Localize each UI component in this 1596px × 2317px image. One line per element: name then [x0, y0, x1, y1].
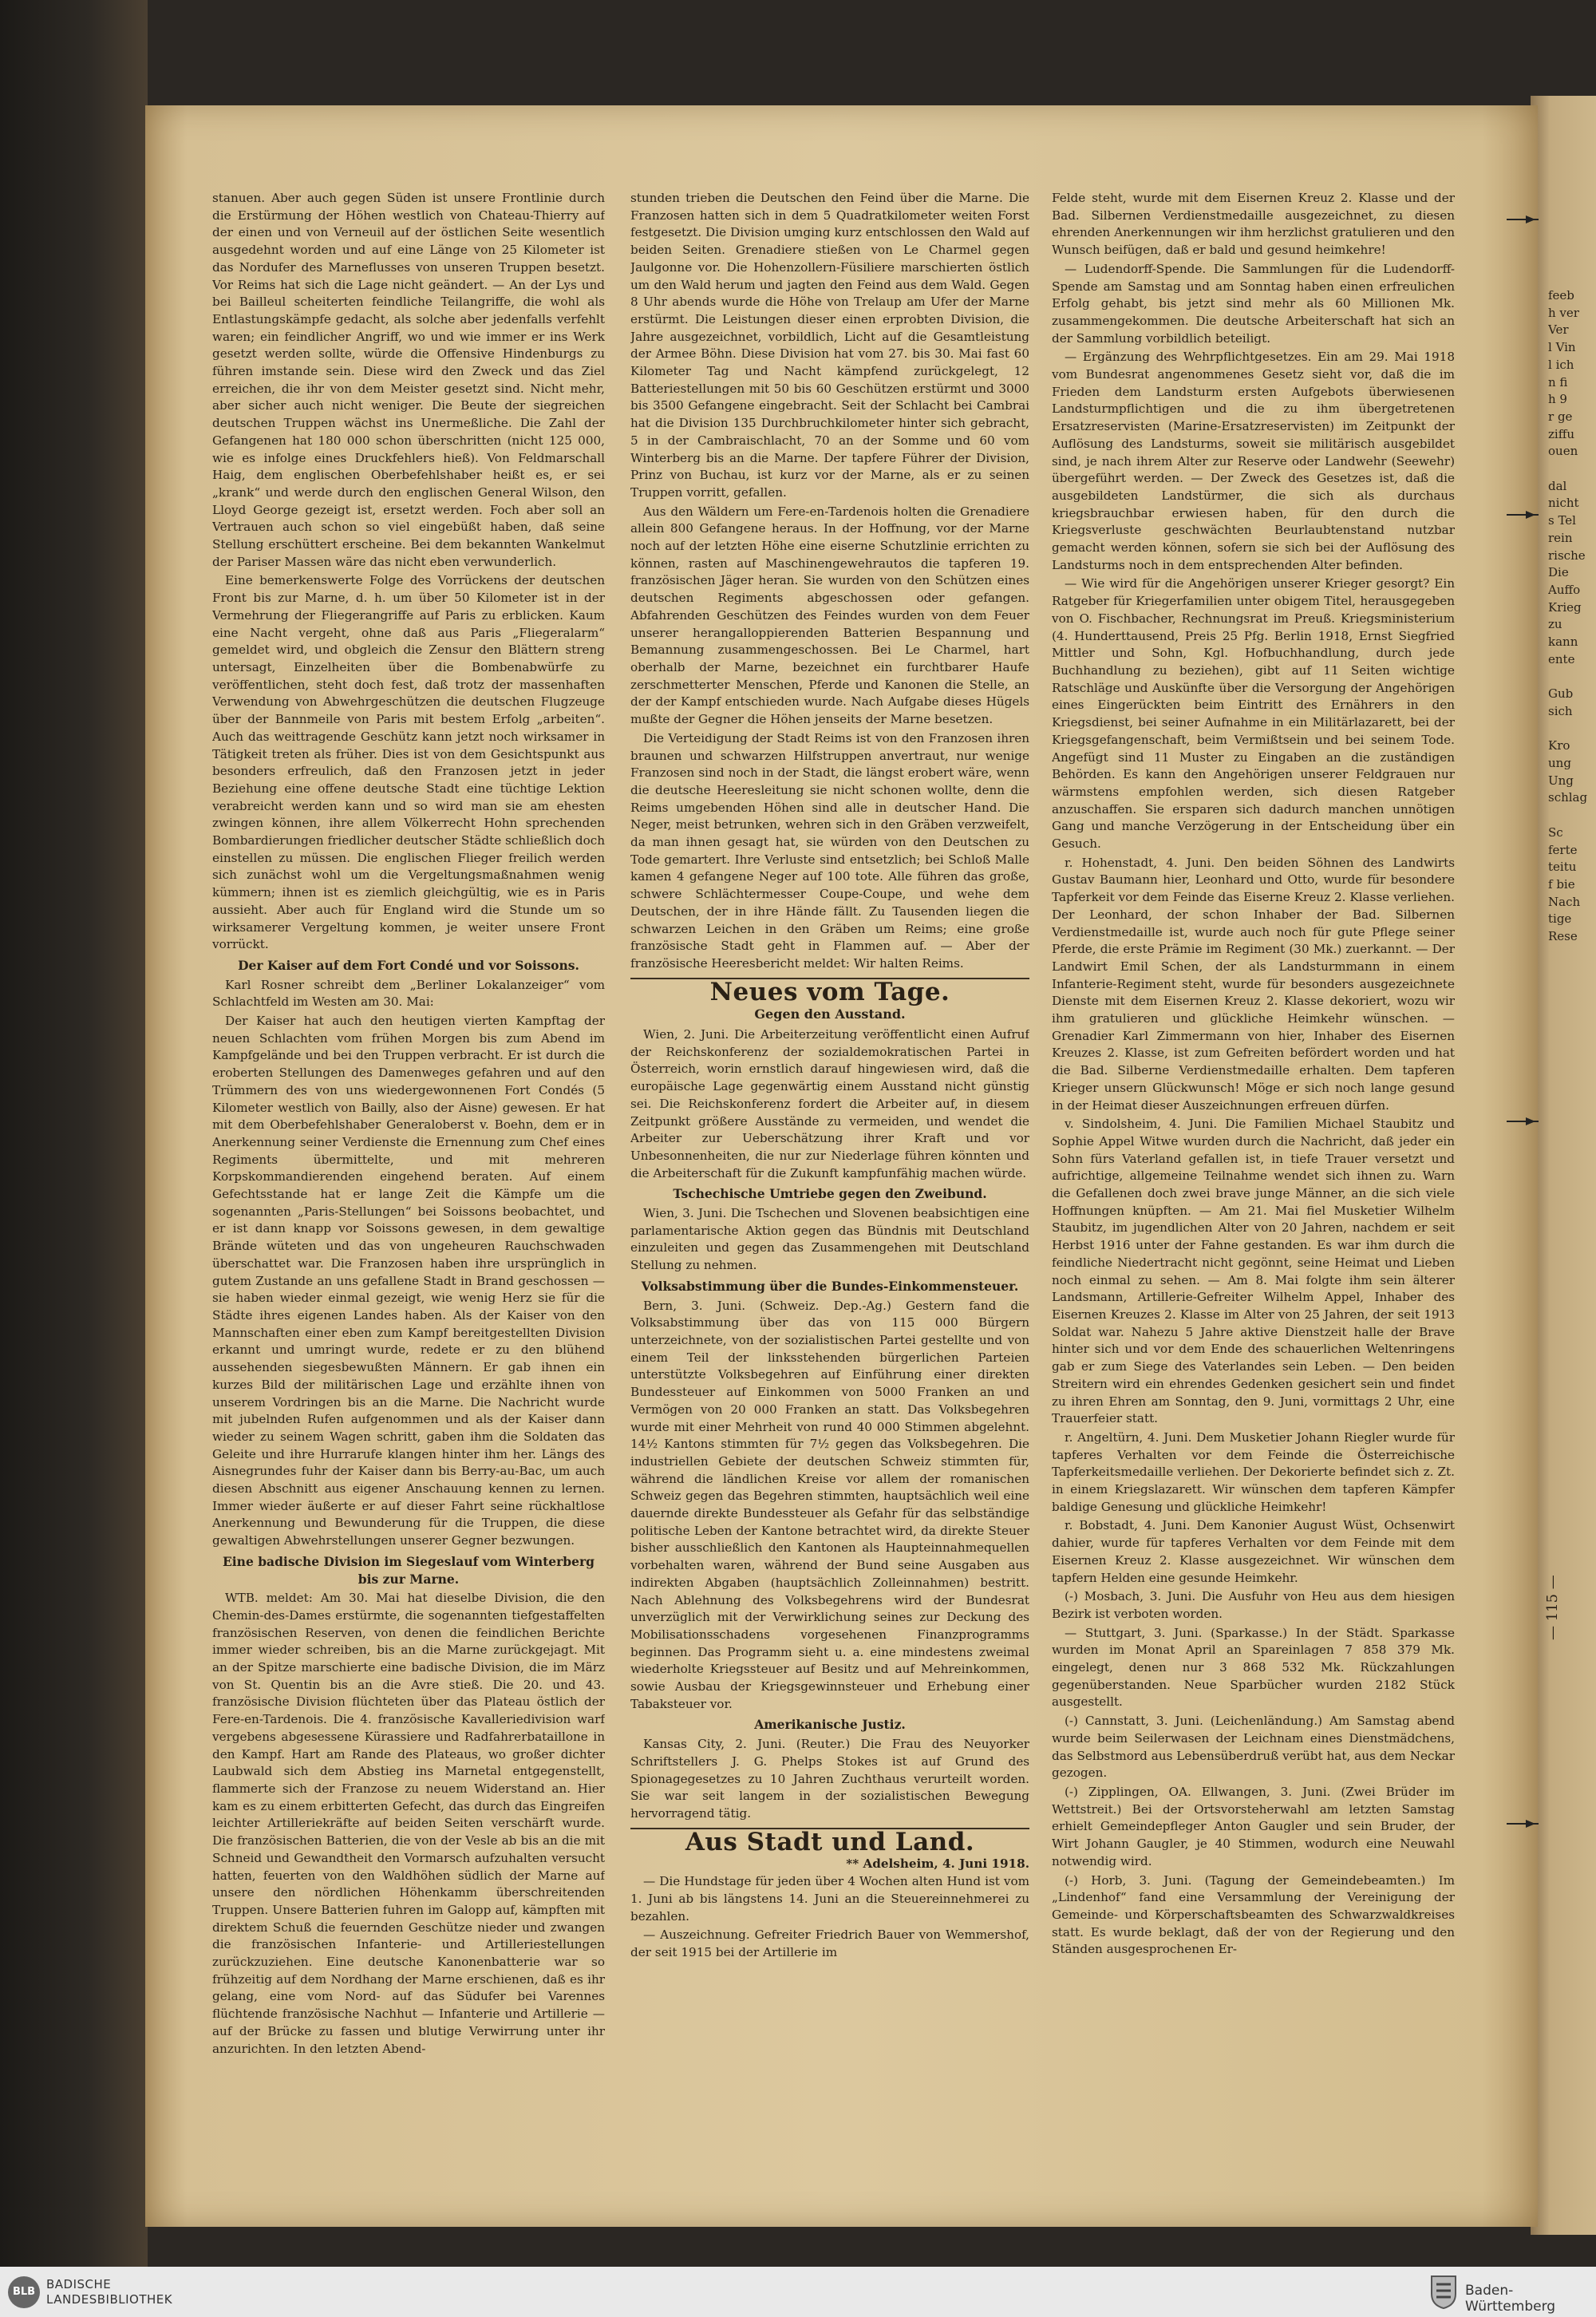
- column-left: [212, 190, 605, 2169]
- scan-marker-arrow-icon: [1507, 1117, 1539, 1125]
- subsection-heading: Amerikanische Justiz.: [754, 1717, 906, 1733]
- article-text: Wien, 3. Juni. Die Tschechen und Slovenen beabsichtigen eine parlamentarische Aktion gegen das Bündnis mit Deutschland einzuleiten und gegen das Zusammengehen mit Deutschland Stellung zu nehmen.: [630, 1206, 1029, 1273]
- article-text: (-) Horb, 3. Juni. (Tagung der Gemeindebeamten.) Im „Lindenhof“ fand eine Versammlung der Vereinigung der Gemeinde- und Körperschaftsbeamten des Schwarzwaldkreises statt. Es wurde beklagt, daß der von der Regierung und den Ständen ausgesprochenen Er-: [1052, 1872, 1455, 1957]
- footer-bar: [0, 2267, 1596, 2317]
- subsection-heading: Gegen den Ausstand.: [754, 1006, 906, 1022]
- book-gutter: [0, 0, 148, 2317]
- edge-text-line: Ung: [1548, 773, 1574, 788]
- article-text: r. Bobstadt, 4. Juni. Dem Kanonier August Wüst, Ochsenwirt dahier, wurde für tapferes Verhalten vor dem Feinde mit dem Eisernen Kreuz 2. Klasse ausgezeichnet. Wir wünschen dem tapfern Helden eine gesunde Heimkehr.: [1052, 1518, 1455, 1585]
- article-text: r. Hohenstadt, 4. Juni. Den beiden Söhnen des Landwirts Gustav Baumann hier, Leonhard und Otto, wurde für besondere Tapferkeit vor dem Feinde das Eiserne Kreuz 2. Klasse verliehen. Der Leonhard, der schon Inhaber der Bad. Silbernen Verdienstmedaille ist, wurde auch noch für gute Pflege seiner Pferde, die erste Prämie im Regiment (30 Mk.) zuerkannt. — Der Landwirt Emil Schen, der als Landsturmmann in einem Infanterie-Regiment steht, wurde für besonders ausgezeichnete Dienste mit dem Eisernen Kreuz 2. Klasse dekoriert, wozu wir ihm gratulieren und glückliche Heimkehr wünschen. — Grenadier Karl Zimmermann von hier, Inhaber des Eisernen Kreuzes 2. Klasse, ist zum Gefreiten befördert worden und hat die Bad. Silberne Verdienstmedaille erhalten. Dem tapferen Krieger unsern Glückwunsch! Möge er sich noch lange gesund in der Heimat dieser Auszeichnungen erfreuen dürfen.: [1052, 855, 1455, 1113]
- article-text: Die Verteidigung der Stadt Reims ist von den Franzosen ihren braunen und schwarzen Hilfstruppen anvertraut, nur wenige Franzosen sind noch in der Stadt, die längst erobert wäre, wenn die deutsche Heeresleitung sie nicht schonen wollte, denn die Reims umgebenden Höhen sind alle in deutscher Hand. Die Neger, meist betrunken, wehren sich in den Gräben verzweifelt, da man ihnen gesagt hat, sie würden von den Deutschen zu Tode gemartert. Ihre Verluste sind entsetzlich; bei Schloß Malle kamen 4 gefangene Neger auf 100 tote. Alle führen das große, schwere Schlächtermesser Coupe-Coupe, und wehe dem Deutschen, der in ihre Hände fällt. Zu Tausenden liegen die schwarzen Leichen in den Gräben um Reims; eine große französische Stadt geht in Flammen auf. — Aber der französische Heeresbericht meldet: Wir halten Reims.: [630, 730, 1029, 971]
- scan-marker-arrow-icon: [1507, 215, 1539, 223]
- edge-text-line: Die: [1548, 565, 1569, 580]
- edge-text-line: rische: [1548, 548, 1586, 563]
- edge-text-line: ouen: [1548, 444, 1578, 459]
- edge-text-line: Kro: [1548, 738, 1570, 753]
- article-text: r. Angeltürn, 4. Juni. Dem Musketier Johann Riegler wurde für tapferes Verhalten vor dem Feinde die Österreichische Tapferkeitsmedaille verliehen. Der Dekorierte befindet sich z. Zt. in einem Kriegslazarett. Wir wünschen dem tapferen Kämpfer baldige Genesung und glückliche Heimkehr!: [1052, 1429, 1455, 1514]
- coat-of-arms-icon: [1428, 2273, 1459, 2310]
- edge-text-line: zu: [1548, 617, 1562, 632]
- section-title-news: Neues vom Tage.: [709, 977, 950, 1006]
- column-middle: [630, 190, 1029, 2169]
- edge-text-line: Ver: [1548, 322, 1569, 338]
- library-name: BADISCHE LANDESBIBLIOTHEK: [46, 2277, 173, 2307]
- edge-text-line: Rese: [1548, 929, 1578, 944]
- edge-text-line: s Tel: [1548, 513, 1576, 528]
- edge-text-line: Auffo: [1548, 582, 1581, 597]
- article-text: (-) Mosbach, 3. Juni. Die Ausfuhr von Heu aus dem hiesigen Bezirk ist verboten worden.: [1052, 1589, 1455, 1621]
- edge-text-line: Gub: [1548, 686, 1574, 702]
- scan-marker-arrow-icon: [1507, 511, 1539, 519]
- article-text: — Wie wird für die Angehörigen unserer Krieger gesorgt? Ein Ratgeber für Kriegerfamilien unter obigem Titel, herausgegeben von O. Fischbacher, Rechnungsrat im Preuß. Kriegsministerium (4. Hunderttausend, Preis 25 Pfg. Berlin 1918, Ernst Siegfried Mittler und Sohn, Kgl. Hofbuchhandlung, durch jede Buchhandlung zu beziehen), gibt auf 11 Seiten wichtige Ratschläge und Auskünfte über die Versorgung der Angehörigen eines Eingerückten beim Eintritt des Ernährers in den Kriegsdienst, bei seiner Aufnahme in ein Militärlazarett, bei der Kriegsgefangenschaft, beim Vermißtsein und bei seinem Tode. Angefügt sind 11 Muster zu Eingaben an die zuständigen Behörden. Es kann den Angehörigen unserer Feldgrauen nur wärmstens empfohlen werden, sich diesen Ratgeber anzuschaffen. Sie ersparen sich dadurch manchen unnötigen Gang und manche Verzögerung in der Entscheidung über ein Gesuch.: [1052, 576, 1455, 852]
- article-text: Felde steht, wurde mit dem Eisernen Kreuz 2. Klasse und der Bad. Silbernen Verdienstmedaille ausgezeichnet, zu diesen ehrenden Anerkennungen wir ihm herzlichst gratulieren und den Wunsch beifügen, daß er bald und gesund heimkehre!: [1052, 191, 1455, 258]
- article-text: Eine bemerkenswerte Folge des Vorrückens der deutschen Front bis zur Marne, d. h. um über 50 Kilometer ist in der Vermehrung der Fliegerangriffe auf Paris zu erblicken. Kaum eine Nacht vergeht, ohne daß aus Paris „Fliegeralarm“ gemeldet wird, und obgleich die Zensur den Blättern streng untersagt, Einzelheiten über die Bombenabwürfe zu veröffentlichen, steht doch fest, daß trotz der massenhaften Verwendung von Abwehrgeschützen die deutschen Flugzeuge über der Bannmeile von Paris mit bestem Erfolg „arbeiten“. Auch das weittragende Geschütz kann jetzt noch wirksamer in Tätigkeit treten als früher. Dies ist von dem Gesichtspunkt aus besonders erfreulich, daß den Franzosen jetzt in jeder Beziehung eine offene deutsche Stadt eine tüchtige Lektion verabreicht werden kann und so wird man sie am ehesten zwingen können, ihre allem Völkerrecht Hohn sprechenden Bombardierungen friedlicher deutscher Städte schließlich doch einstellen zu müssen. Die englischen Flieger freilich werden sich zunächst wohl um die Vergeltungsmaßnahmen wenig kümmern; ihnen ist es ziemlich gleichgültig, wie es in Paris aussieht. Aber auch für England wird die Stunde um so wirksamerer Vergeltung kommen, je weiter unsere Front vorrückt.: [212, 573, 605, 952]
- edge-text-line: h 9: [1548, 392, 1567, 407]
- article-text: (-) Zipplingen, OA. Ellwangen, 3. Juni. (Zwei Brüder im Wettstreit.) Bei der Ortsvorsteherwahl am letzten Samstag erhielt Gemeindepfleger Anton Gaugler und sein Bruder, der Wirt Johann Gaugler, je 40 Stimmen, wodurch eine Neuwahl notwendig wird.: [1052, 1784, 1455, 1868]
- edge-text-line: [1548, 721, 1596, 738]
- next-page-text-fragments: [1548, 287, 1596, 1485]
- edge-text-line: l Vin: [1548, 340, 1576, 355]
- subsection-heading: Tschechische Umtriebe gegen den Zweibund.: [673, 1186, 987, 1202]
- edge-text-line: rein: [1548, 530, 1573, 545]
- edge-text-line: teitu: [1548, 860, 1577, 875]
- edge-text-line: [1548, 461, 1596, 478]
- column-right: [1052, 190, 1455, 2169]
- state-name: Baden-Württemberg: [1465, 2283, 1556, 2315]
- section-title-local: Aus Stadt und Land.: [685, 1827, 975, 1856]
- edge-text-line: tige: [1548, 911, 1572, 927]
- scan-marker-arrow-icon: [1507, 1820, 1539, 1828]
- edge-text-line: Sc: [1548, 824, 1563, 840]
- edge-text-line: r ge: [1548, 409, 1573, 424]
- edge-text-line: Nach: [1548, 894, 1581, 909]
- article-text: Kansas City, 2. Juni. (Reuter.) Die Frau des Neuyorker Schriftstellers J. G. Phelps Stokes ist auf Grund des Spionagegesetzes zu 10 Jahren Zuchthaus verurteilt worden. Sie war seit langem in der sozialistischen Bewegung hervorragend tätig.: [630, 1737, 1029, 1821]
- article-text: Bern, 3. Juni. (Schweiz. Dep.-Ag.) Gestern fand die Volksabstimmung über das von 115 000 Bürgern unterzeichnete, von der sozialistischen Partei gestellte und von einem Teil der linksstehenden bürgerlichen Parteien unterstützte Volksbegehren auf Einführung einer direkten Bundessteuer auf Einkommen von 5000 Franken an und Vermögen von 20 000 Franken an statt. Das Volksbegehren wurde mit einer Mehrheit von rund 40 000 Stimmen abgelehnt. 14½ Kantons stimmten für 7½ gegen das Volksbegehren. Die industriellen Gebiete der deutschen Schweiz stimmten für, während die ländlichen Kreise vor allem der romanischen Schweiz gegen das Begehren stimmten, hauptsächlich weil eine dauernde direkte Bundessteuer als Gefahr für das selbständige politische Leben der Kantone betrachtet wird, da direkte Steuer bisher ausschließlich den Kantonen als Haupteinnahmequellen vorbehalten waren, während der Bund seine Ausgaben aus indirekten Abgaben (hauptsächlich Zolleinnahmen) bestritt. Nach Ablehnung des Volksbegehrens wird der Bundesrat unverzüglich mit der Verwirklichung seines zur Deckung des Mobilisationsschadens vorgesehenen Finanzprogramms beginnen. Das Programm sieht u. a. eine mindestens zweimal wiederholte Kriegssteuer auf Besitz und auf Mehreinkommen, sowie Ausbau der Kriegsgewinnsteuer und Erhebung einer Tabaksteuer vor.: [630, 1298, 1029, 1711]
- article-text: v. Sindolsheim, 4. Juni. Die Familien Michael Staubitz und Sophie Appel Witwe wurden durch die Nachricht, daß jeder ein Sohn fürs Vaterland gefallen ist, in tiefe Trauer versetzt und aufrichtige, allgemeine Teilnahme wendet sich ihnen zu. Warn die Gefallenen doch zwei brave junge Männer, an die sich viele Hoffnungen knüpften. — Am 21. Mai fiel Musketier Wilhelm Staubitz, im jugendlichen Alter von 20 Jahren, nachdem er seit Herbst 1916 unter der Fahne gestanden. Es war ihm durch die feindliche Niedertracht nicht gegönnt, seine Heimat und Lieben noch einmal zu sehen. — Am 8. Mai folgte ihm sein älterer Landsmann, Artillerie-Gefreiter Wilhelm Appel, Inhaber des Eisernen Kreuzes 2. Klasse im Alter von 25 Jahren, der seit 1913 Soldat war. Nahezu 5 Jahre aktive Dienstzeit halle der Brave hinter sich und vor dem Ende des schauerlichen Weltenringens gab er zum Siege des Vaterlandes sein Leben. — Den beiden Streitern wird ein ehrendes Gedenken gesichert sein und findet zu ihren Ehren am Sonntag, den 9. Juni, vormittags 2 Uhr, eine Trauerfeier statt.: [1052, 1117, 1455, 1426]
- section-heading: Eine badische Division im Siegeslauf vom Winterberg bis zur Marne.: [222, 1553, 595, 1587]
- article-text: — Auszeichnung. Gefreiter Friedrich Bauer von Wemmershof, der seit 1915 bei der Artillerie im: [630, 1928, 1029, 1959]
- edge-text-line: f bie: [1548, 876, 1575, 892]
- edge-text-line: kann: [1548, 635, 1578, 650]
- edge-text-line: ung: [1548, 755, 1571, 770]
- edge-text-line: ferte: [1548, 842, 1578, 857]
- page-number: — 115 —: [1544, 1575, 1561, 1640]
- article-text: — Die Hundstage für jeden über 4 Wochen alten Hund ist vom 1. Juni ab bis längstens 14. Juni an die Steuereinnehmerei zu bezahlen.: [630, 1874, 1029, 1924]
- edge-text-line: nicht: [1548, 496, 1579, 511]
- dateline: ** Adelsheim, 4. Juni 1918.: [846, 1856, 1029, 1872]
- article-text: Aus den Wäldern um Fere-en-Tardenois holten die Grenadiere allein 800 Gefangene heraus. In der Hoffnung, vor der Marne noch auf der letzten Höhe eine eiserne Schutzlinie errichten zu können, rasten auf Maschinengewehrautos die tapferen 19. französischen Jäger heran. Sie wurden von den Schützen eines deutschen Regiments abgeschossen oder gefangen. Abfahrenden Geschützen des Feindes wurden von dem Feuer unserer herangalloppierenden Batterien Bespannung und Bemannung zusammengeschossen. Bei Le Charmel, hart oberhalb der Marne, bezeichnet ein furchtbarer Haufe zerschmetterter Menschen, Pferde und Kanonen die Stelle, an der der Kampf entschieden wurde. Nach Aufgabe dieses Hügels mußte der Gegner die Höhen jenseits der Marne besetzen.: [630, 504, 1029, 727]
- article-text: — Ludendorff-Spende. Die Sammlungen für die Ludendorff-Spende am Samstag und am Sonntag haben einen erfreulichen Erfolg gehabt, bis jetzt sind mehr als 60 Millionen Mk. zusammengekommen. Die deutsche Arbeiterschaft hat sich an der Sammlung vorbildlich beteiligt.: [1052, 261, 1455, 346]
- edge-text-line: ente: [1548, 651, 1575, 666]
- edge-text-line: dal: [1548, 478, 1567, 493]
- edge-text-line: l ich: [1548, 357, 1574, 372]
- article-text: (-) Cannstatt, 3. Juni. (Leichenländung.) Am Samstag abend wurde beim Seilerwasen der Leichnam eines Dienstmädchens, das Selbstmord aus Lebensüberdruß verübt hat, aus dem Neckar gezogen.: [1052, 1714, 1455, 1781]
- article-text: Wien, 2. Juni. Die Arbeiterzeitung veröffentlicht einen Aufruf der Reichskonferenz der sozialdemokratischen Partei in Österreich, worin ernstlich darauf hingewiesen wird, daß die europäische Lage gegenwärtig einem Ausstand nicht günstig sei. Die Reichskonferenz fordert die Arbeiter auf, in diesem Zeitpunkt größere Ausstände zu vermeiden, und wendet die Arbeiter zur Ueberschätzung ihrer Kraft und vor Unbesonnenheiten, die nur zur Niederlage führen könnten und die Arbeiterschaft für die Zukunft kampfunfähig machen würde.: [630, 1027, 1029, 1180]
- article-text: — Stuttgart, 3. Juni. (Sparkasse.) In der Städt. Sparkasse wurden im Monat April an Spareinlagen 7 858 379 Mk. eingelegt, denen nur 3 868 532 Mk. Rückzahlungen gegenüberstanden. Neue Sparbücher wurden 2182 Stück ausgestellt.: [1052, 1625, 1455, 1710]
- edge-text-line: sich: [1548, 703, 1573, 718]
- edge-text-line: [1548, 668, 1596, 686]
- edge-text-line: n fi: [1548, 374, 1568, 389]
- article-text: WTB. meldet: Am 30. Mai hat dieselbe Division, die den Chemin-des-Dames erstürmte, die sogenannten tiefgestaffelten französischen Reserven, von denen die feindlichen Berichte immer wieder schreiben, bis an die Marne zurückgejagt. Mit an der Spitze marschierte eine badische Division, die im März von St. Quentin bis an die Avre stieß. Die 20. und 43. französische Division flüchteten über das Plateau östlich der Fere-en-Tardenois. Die 4. französische Kavalleriedivision warf vergebens abgesessene Kürassiere und Radfahrerbataillone in den Kampf. Hart am Rande des Plateaus, wo großer dichter Laubwald sich dem Abstieg ins Marnetal entgegenstellt, flammerte sich der Franzose zu neuem Widerstand an. Hier kam es zu einem erbitterten Gefecht, das durch das Eingreifen leichter Artilleriekräfte auf beiden Seiten verschärft wurde. Die französischen Batterien, die von der Vesle ab bis an die mit Schneid und Gewandtheit den Vormarsch aufzuhalten versucht hatten, feuerten von den Waldhöhen südlich der Marne auf unsere den nördlichen Höhenkamm überschreitenden Truppen. Unsere Batterien fuhren im Galopp auf, kämpften mit direktem Schuß die feuernden Geschütze nieder und zwangen die französischen Infanterie- und Artilleriestellungen zurückzuziehen. Eine deutsche Kanonenbatterie war so frühzeitig auf dem Nordhang der Marne erschienen, daß es ihr gelang, eine vom Nord- auf das Südufer bei Varennes flüchtende französische Nachhut — Infanterie und Artillerie — auf der Brücke zu fassen und blutige Verwirrung unter ihr anzurichten. In den letzten Abend-: [212, 1591, 605, 2056]
- edge-text-line: feeb: [1548, 288, 1574, 302]
- edge-text-line: [1548, 807, 1596, 824]
- article-text: stanuen. Aber auch gegen Süden ist unsere Frontlinie durch die Erstürmung der Höhen westlich von Chateau-Thierry auf der einen und von Verneuil auf der östlichen Seite wesentlich ausgedehnt worden und auf eine Länge von 25 Kilometer ist das Nordufer des Marneflusses von unseren Truppen besetzt. Vor Reims hat sich die Lage nicht geändert. — An der Lys und bei Bailleul scheiterten feindliche Teilangriffe, die wohl als Entlastungskämpfe gedacht, als solche aber jedenfalls verfehlt waren; ein feindlicher Angriff, wo und wie immer er ins Werk gesetzt werden sollte, würde die Offensive Hindenburgs zu führen imstande sein. Diese wird den Zweck und das Ziel erreichen, die ihr von dem Meister gesetzt sind. Nicht mehr, aber sicher auch nicht weniger. Die Beute der siegreichen deutschen Truppen wächst ins Unermeßliche. Die Zahl der Gefangenen hat 180 000 schon überschritten (nicht 125 000, wie es infolge eines Druckfehlers hieß). Von Feldmarschall Haig, dem englischen Oberbefehlshaber heißt es, er sei „krank“ und werde durch den englischen General Wilson, den Lloyd George gezeigt ist, ersetzt werden. Foch aber soll an Vertrauen auch schon so viel eingebüßt haben, daß seine Stellung erschüttert erscheine. Bei dem bekannten Wankelmut der Pariser Massen wäre das nicht eben verwunderlich.: [212, 191, 605, 569]
- edge-text-line: h ver: [1548, 305, 1579, 320]
- edge-text-line: schlag: [1548, 790, 1588, 805]
- article-text: — Ergänzung des Wehrpflichtgesetzes. Ein am 29. Mai 1918 vom Bundesrat angenommenes Gesetz sieht vor, daß die im Frieden dem Landsturm ersten Aufgebots überwiesenen Landsturmpflichtigen und die zu ihm übergetretenen Ersatzreservisten (Marine-Ersatzreservisten) im Zeitpunkt der Auflösung des Landsturms, soweit sie militärisch ausgebildet sind, je nach ihrem Alter zur Reserve oder Landwehr (Seewehr) übergeführt werden. — Der Zweck des Gesetzes ist, daß die ausgebildeten Landstürmer, die sich als durchaus kriegsbrauchbar erwiesen haben, für den durch die Kriegsverluste geschwächten Beurlaubtenstand nutzbar gemacht werden können, sofern sie sich bei der Auflösung des Landsturms noch in dem entsprechenden Alter befinden.: [1052, 350, 1455, 572]
- blb-logo-icon: BLB: [8, 2276, 40, 2308]
- section-heading: Der Kaiser auf dem Fort Condé und vor Soissons.: [238, 957, 579, 973]
- article-text: Karl Rosner schreibt dem „Berliner Lokalanzeiger“ vom Schlachtfeld im Westen am 30. Mai:: [212, 977, 605, 1010]
- article-text: stunden trieben die Deutschen den Feind über die Marne. Die Franzosen hatten sich in dem 5 Quadratkilometer weiten Forst festgesetzt. Die Division umging kurz entschlossen den Wald auf beiden Seiten. Grenadiere stießen von Le Charmel gegen Jaulgonne vor. Die Hohenzollern-Füsiliere marschierten östlich um den Wald herum und jagten den Feind aus dem Wald. Gegen 8 Uhr abends wurde die Höhe von Trelaup am Ufer der Marne erstürmt. Die Leistungen dieser einen erprobten Division, die Jahre ausgezeichnet, vorbildlich, Licht auf die Gesamtleistung der Armee Böhn. Diese Division hat vom 27. bis 30. Mai fast 60 Kilometer Tag und Nacht kämpfend zurückgelegt, 12 Batteriestellungen mit 50 bis 60 Geschützen erstürmt und 3000 bis 3500 Gefangene eingebracht. Seit der Schlacht bei Cambrai hat die Division 135 Durchbruchkilometer hinter sich gebracht, 5 in der Cambraischlacht, 70 an der Somme und 60 vom Winterberg bis an die Marne. Der tapfere Führer der Division, Prinz von Buchau, ist kurz vor der Marne, als er zu seinen Truppen vorritt, gefallen.: [630, 191, 1029, 500]
- edge-text-line: ziffu: [1548, 426, 1575, 441]
- edge-text-line: Krieg: [1548, 599, 1582, 615]
- article-text: Der Kaiser hat auch den heutigen vierten Kampftag der neuen Schlachten vom frühen Morgen bis zum Abend im Kampfgelände und bei den Truppen verbracht. Er ist durch die eroberten Stellungen des Damenweges gefahren und auf den Trümmern des von uns wiedergewonnenen Fort Condés (5 Kilometer westlich von Bailly, also der Aisne) gewesen. Er hat mit dem Oberbefehlshaber Generaloberst v. Boehn, dem er in Anerkennung seiner Verdienste die Ernennung zum Chef eines Regiments übermittelte, und mit mehreren Korpskommandierenden eingehend beraten. Auf einem Gefechtsstande hat er lange Zeit die Kämpfe um die sogenannten „Paris-Stellungen“ bei Soissons beobachtet, und er ist dann knapp vor Soissons gewesen, in dem gewaltige Brände wüteten und das von ungeheuren Rauchschwaden überschattet war. Die Franzosen haben ihre ursprünglich in gutem Zustande an uns gefallene Stadt in Brand geschossen — sie haben wieder einmal gezeigt, wie wenig Herz sie für die Städte ihres eigenen Landes haben. Als der Kaiser von den Mannschaften einer eben zum Kampf bereitgestellten Division erkannt und umringt wurde, redete er zu den blühend aussehenden siegesbewußten Männern. Er gab ihnen ein kurzes Bild der militärischen Lage und erzählte ihnen von unserem Vordringen bis an die Marne. Die Nachricht wurde mit jubelnden Rufen aufgenommen und als der Kaiser dann wieder zu seinem Wagen schritt, gaben ihm die Soldaten das Geleite und ihre Hurrarufe klangen hinter ihm her. Längs des Aisnegrundes fuhr der Kaiser dann bis Berry-au-Bac, um auch diesen Abschnitt aus eigener Anschauung kennen zu lernen. Immer wieder äußerte er auf dieser Fahrt seine rückhaltlose Anerkennung und Bewunderung für die Truppen, die diese gewaltigen Abwehrstellungen unserer Gegner bezwungen.: [212, 1014, 605, 1548]
- subsection-heading: Volksabstimmung über die Bundes-Einkommensteuer.: [641, 1278, 1019, 1294]
